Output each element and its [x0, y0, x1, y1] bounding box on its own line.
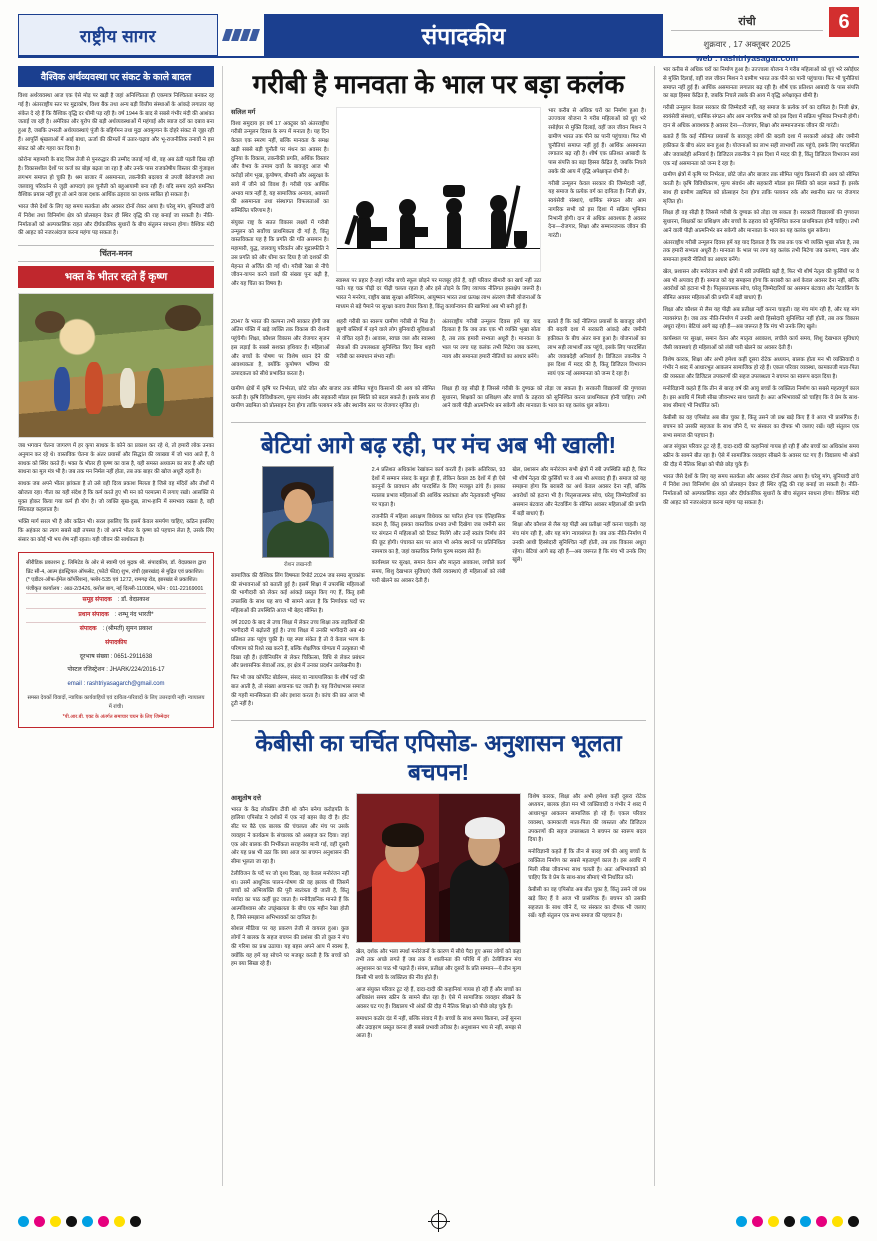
imprint-box: [18, 552, 214, 728]
second-story: [231, 429, 646, 712]
paragraph: 2047 के भारत की कल्पना तभी साकार होगी जब अंतिम पंक्ति में खड़े व्यक्ति तक विकास की रोशनी पहुंचेगी। शिक्षा, कौशल विकास और रोजगार सृजन इस लड़ाई के सबसे सशक्त हथियार हैं। महिलाओं और बच्चों के पोषण पर विशेष ध्यान देने की आवश्यकता है, क्योंकि कुपोषण भविष्य की उत्पादकता को सीधे प्रभावित करता है।: [231, 318, 330, 377]
imprint-registration: पोस्टल रजिस्ट्रेशन : JHARK/224/2016-17: [67, 667, 165, 674]
paragraph: समाधान कठोर दंड में नहीं, बल्कि संवाद में है। बच्चों के साथ समय बिताना, उन्हें सुनना और उदाहरण प्रस्तुत करना ही सबसे प्रभावी तरीका है। अनुशासन भय से नहीं, समझ से आता है।: [355, 1015, 522, 1040]
paragraph: विशेष कारक, शिक्षा और अभी हमेशा कहीं दूसरा रोटेक अध्ययन, बालक होता मन भी व्यक्तिवादी व गंभीर ने शब्द में आधारभूत आकलन सामाजिक हो रहे हैं। एकल परिवार व्यवस्था, कामकाजी माता-पिता की व्यस्तता और डिजिटल उपकरणों की सहज उपलब्धता ने बचपन का स्वरूप बदल दिया है।: [663, 356, 859, 380]
krishna-article-body: [18, 442, 214, 544]
imprint-name: : डॉ. वेदप्रकाश: [117, 597, 150, 604]
global-economy-headline: वैश्विक अर्थव्यवस्था पर संकट के काले बादल: [18, 66, 214, 87]
paragraph: आज संयुक्त परिवार टूट रहे हैं, दादा-दादी की कहानियां गायब हो रही हैं और बच्चों का अधिकांश समय स्क्रीन के सामने बीत रहा है। ऐसे में सामाजिक व्यवहार सीखने के अवसर घट गए हैं। विद्यालय भी अंकों की दौड़ में नैतिक शिक्षा को पीछे छोड़ चुके हैं।: [355, 986, 522, 1010]
paragraph: शिक्षा ही वह सीढ़ी है जिससे गरीबी के दुष्चक्र को तोड़ा जा सकता है। सरकारी विद्यालयों की गुणवत्ता सुधारना, शिक्षकों का प्रशिक्षण और बच्चों के ठहराव को सुनिश्चित करना प्राथमिकता होनी चाहिए। तभी आने वाली पीढ़ी आत्मनिर्भर बन सकेगी और मानवता के भाल का यह कलंक धुल सकेगा।: [442, 385, 646, 410]
edition-city: रांची: [671, 14, 823, 31]
lead-byline: सलिल मर्ग: [231, 108, 256, 116]
third-story: [231, 727, 646, 1044]
column-right: [663, 66, 859, 1186]
imprint-section-label: संपादकीय: [105, 639, 127, 646]
third-col-3: [528, 793, 646, 1045]
masthead-right: [663, 10, 859, 63]
imprint-prb-note: *पी.आर.बी. एक्ट के अंतर्गत समाचार चयन के लिए जिम्मेदार: [62, 713, 170, 720]
page-columns: [18, 66, 859, 1186]
third-byline: आशुतोष दत्ते: [231, 794, 261, 802]
paragraph: आज संयुक्त परिवार टूट रहे हैं, दादा-दादी की कहानियां गायब हो रही हैं और बच्चों का अधिकांश समय स्क्रीन के सामने बीत रहा है। ऐसे में सामाजिक व्यवहार सीखने के अवसर घट गए हैं। विद्यालय भी अंकों की दौड़ में नैतिक शिक्षा को पीछे छोड़ चुके हैं।: [663, 444, 859, 468]
paragraph: भारत जैसे देशों के लिए यह समय सतर्कता और अवसर दोनों लेकर आया है। घरेलू मांग, बुनियादी ढांचे में निवेश तथा विनिर्माण क्षेत्र को प्रोत्साहन देकर ही स्थिर वृद्धि की राह बनाई जा सकती है। नीति-निर्माताओं को अल्पकालिक राहत और दीर्घकालिक सुधारों के बीच संतुलन साधना होगा। वैश्विक मंदी की आहट को नजरअंदाज करना महंगा पड़ सकता है।: [663, 473, 859, 506]
imprint-line: सीरीडिक प्रकाशन ट्र. लिमिटेड के ओर से स्वामी एवं मुद्रक श्री. संपादकीय, डॉ. वेदप्रकाश द्वारा प्रिंट सी-4, आत्म इंडस्ट्रियल ऑफसेट, (फोटो फीड) शुभ, रांची (झारखंड) से मुद्रित एवं प्रकाशित।: [26, 560, 206, 575]
color-calibration-bar: [18, 1213, 859, 1229]
paragraph: खेल, दर्शक और भला स्पर्धा मनोरंजनों के कारण में सीधे पैदा हुए असर लोगों को कहा तभी तक अच्छे लगते हैं जब तक वे शालीनता की परिधि में हों। टेलीविजन मंच अनुशासन का पाठ भी पढ़ाते हैं। संयम, प्रतीक्षा और दूसरों के प्रति सम्मान—ये तीन मूल्य किसी भी बच्चे के व्यक्तित्व की नींव होते हैं।: [355, 948, 522, 981]
paragraph: फिर भी जब कॉर्पोरेट बोर्डरूम, संसद या न्यायपालिका के शीर्ष पदों की बात आती है, तो संख्या अचानक घट जाती है। यह विरोधाभास समाज की गहरी मानसिकता की ओर इशारा करता है। कांच की छत आज भी टूटी नहीं है।: [231, 675, 365, 708]
paragraph: शिक्षा और कौशल से लैस यह पीढ़ी अब प्रतीक्षा नहीं करना चाहती। वह मंच मांग रही है, और यह मांग न्यायसंगत है। जब तक नीति-निर्माण में उनकी आधी हिस्सेदारी सुनिश्चित नहीं होती, तब तक विकास अधूरा रहेगा। बेटियां आगे बढ़ रही हैं—अब जरूरत है कि मंच भी उनके लिए खुले।: [663, 306, 859, 331]
paragraph: बताते हैं कि कई नीतिगत प्रयासों के बावजूद लोगों की बदली दशा में सरकारी आंकड़े और जमीनी हकीकत के बीच अंतर बना हुआ है। योजनाओं का लाभ सही लाभार्थी तक पहुंचे, इसके लिए पारदर्शिता और जवाबदेही अनिवार्य है। डिजिटल तकनीक ने इस दिशा में मदद की है, किंतु डिजिटल विभाजन स्वयं एक नई असमानता को जन्म दे रहा है।: [663, 134, 859, 167]
paragraph: केबीसी का वह एपिसोड अब बीत चुका है, किंतु उसने जो प्रश्न खड़े किए हैं वे आज भी प्रासंगिक हैं। बचपन को उसकी सहजता के साथ जीने दें, पर संस्कार का दीपक भी जलाए रखें। यही संतुलन एक सभ्य समाज की पहचान है।: [528, 887, 646, 920]
column-divider: [222, 66, 223, 1186]
paragraph: सोशल मीडिया पर यह प्रकरण तेजी से वायरल हुआ। कुछ लोगों ने बालक के सहज बचपन की प्रशंसा की तो कुछ ने मंच की गरिमा का प्रश्न उठाया। यह बहस अपने आप में स्वस्थ है, क्योंकि यह हमें यह सोचने पर मजबूर करती है कि बच्चों को हम क्या सिखा रहे हैं।: [231, 926, 349, 968]
column-divider: [654, 66, 655, 1186]
paragraph: बताते हैं कि कई नीतिगत प्रयासों के बावजूद लोगों की बदली दशा में सरकारी आंकड़े और जमीनी हकीकत के बीच अंतर बना हुआ है। योजनाओं का लाभ सही लाभार्थी तक पहुंचे, इसके लिए पारदर्शिता और जवाबदेही अनिवार्य है। डिजिटल तकनीक ने इस दिशा में मदद की है, किंतु डिजिटल विभाजन स्वयं एक नई असमानता को जन्म दे रहा है।: [547, 318, 646, 377]
imprint-line: (* एडीटर-ऑफ-ईमेल कॉर्पोरेशन), फ्लोर-535 एवं 1272, रामगढ़ रोड, झारखंड से प्रकाशित।: [26, 577, 198, 584]
paragraph: राजनीति में महिला आरक्षण विधेयक का पारित होना एक ऐतिहासिक कदम है, किंतु इसका वास्तविक प्रभाव तभी दिखेगा जब जमीनी स्तर पर संगठन में महिलाओं को टिकट मिलेंगे और उन्हें स्वतंत्र निर्णय लेने की छूट होगी। पंचायत स्तर पर आज भी अनेक स्थानों पर प्रतिनिधित्व नाममात्र का है, जहां वास्तविक निर्णय पुरुष सदस्य लेते हैं।: [371, 513, 506, 555]
imprint-role: समूह संपादक: [82, 597, 112, 604]
right-column-text: [663, 66, 859, 508]
paragraph: संयुक्त राष्ट्र के सतत विकास लक्ष्यों में गरीबी उन्मूलन को सर्वोच्च प्राथमिकता दी गई है, किंतु वास्तविकता यह है कि प्रगति की गति असमान है। महामारी, युद्ध, जलवायु परिवर्तन और मुद्रास्फीति ने उस प्रगति को और धीमा कर दिया है जो दशकों की मेहनत से अर्जित की गई थी। गरीबी रेखा से नीचे जीवन-यापन करने वालों की संख्या पुनः बढ़ी है, और यह चिंता का विषय है।: [231, 219, 329, 287]
author-portrait: [262, 466, 334, 558]
paragraph: भारत के केंद्र लोकप्रिय टीवी शो कौन बनेगा करोड़पति के हालिया एपिसोड ने दर्शकों में एक नई बहस छेड़ दी है। हॉट सीट पर बैठे एक बालक की चंचलता और मंच पर उसके व्यवहार ने कार्यक्रम के संचालक को असहज कर दिया। जहां एक ओर बालक की निर्भीकता सराहनीय मानी गई, वहीं दूसरी ओर यह प्रश्न भी उठा कि क्या आज का बचपन अनुशासन की सीमा भूलता जा रहा है।: [231, 806, 349, 865]
paragraph: कार्यस्थल पर सुरक्षा, समान वेतन और मातृत्व अवकाश, लचीले कार्य समय, शिशु देखभाल सुविधाएं जैसी व्यवस्थाएं ही महिलाओं को लंबी पारी खेलने का अवसर देती हैं।: [663, 336, 859, 351]
paragraph: साधक जब अपने भीतर झांकता है तो उसे वही दिव्य प्रकाश मिलता है जिसे वह मंदिरों और तीर्थों में खोजता रहा। गीता का यही संदेश है कि कर्म करते हुए भी मन को परमात्मा में लगाए रखो। आसक्ति से मुक्त होकर किया गया कर्म ही योग है। जो व्यक्ति सुख-दुख, लाभ-हानि में समभाव रखता है, वही स्थितप्रज्ञ कहलाता है।: [18, 481, 214, 514]
paragraph: केबीसी का वह एपिसोड अब बीत चुका है, किंतु उसने जो प्रश्न खड़े किए हैं वे आज भी प्रासंगिक हैं। बचपन को उसकी सहजता के साथ जीने दें, पर संस्कार का दीपक भी जलाए रखें। यही संतुलन एक सभ्य समाज की पहचान है।: [663, 415, 859, 439]
paragraph: भारत जैसे देशों के लिए यह समय सतर्कता और अवसर दोनों लेकर आया है। घरेलू मांग, बुनियादी ढांचे में निवेश तथा विनिर्माण क्षेत्र को प्रोत्साहन देकर ही स्थिर वृद्धि की राह बनाई जा सकती है। नीति-निर्माताओं को अल्पकालिक राहत और दीर्घकालिक सुधारों के बीच संतुलन साधना होगा। वैश्विक मंदी की आहट को नजरअंदाज करना महंगा पड़ सकता है।: [18, 204, 214, 237]
paragraph: वर्ष 2020 के बाद से उच्च शिक्षा में लेकर उच्च शिक्षा तक लड़कियों की भागीदारी में बढ़ोतरी हुई है। उच्च शिक्षा में उनकी भागीदारी अब 49 प्रतिशत तक पहुंच चुकी है। यह स्पष्ट संकेत है तो वे केवल भरण के परिणाम को रिश्ते रख करने हैं, बल्कि शैक्षणिक योग्यता में उत्कृष्टता भी दिखा रही हैं। इंजीनियरिंग से लेकर चिकित्सा, विधि से लेकर प्रबंधन और प्रशासनिक सेवाओं तक, हर क्षेत्र में उनका प्रदर्शन उल्लेखनीय है।: [231, 619, 365, 670]
color-dots-right: [736, 1216, 859, 1227]
imprint-row: [26, 608, 206, 623]
imprint-email[interactable]: email : rashtriyasagarch@gmail.com: [67, 680, 165, 687]
paragraph: मनोविज्ञानी कहते हैं कि तीन से बारह वर्ष की आयु बच्चों के व्यक्तित्व निर्माण का सबसे महत्वपूर्ण काल है। इस अवधि में मिली सीख जीवनभर साथ चलती है। अतः अभिभावकों को चाहिए कि वे प्रेम के साथ-साथ सीमाएं भी निर्धारित करें।: [663, 385, 859, 410]
third-col-2: [356, 793, 521, 1045]
paragraph: अंतरराष्ट्रीय गरीबी उन्मूलन दिवस हमें यह याद दिलाता है कि जब तक एक भी व्यक्ति भूखा सोता है, तब तक हमारी सभ्यता अधूरी है। मानवता के भाल पर लगा यह कलंक तभी मिटेगा जब करुणा, न्याय और समानता हमारी नीतियों का आधार बनेंगे।: [663, 239, 859, 263]
paragraph: मनोविज्ञानी कहते हैं कि तीन से बारह वर्ष की आयु बच्चों के व्यक्तित्व निर्माण का सबसे महत्वपूर्ण काल है। इस अवधि में मिली सीख जीवनभर साथ चलती है। अतः अभिभावकों को चाहिए कि वे प्रेम के साथ-साथ सीमाएं भी निर्धारित करें।: [528, 849, 646, 882]
paragraph: ग्रामीण क्षेत्रों में कृषि पर निर्भरता, छोटे जोत और बाजार तक सीमित पहुंच किसानों की आय को सीमित करती है। कृषि विविधीकरण, मूल्य संवर्धन और सहकारी मॉडल इस स्थिति को बदल सकते हैं। इसके साथ ही ग्रामीण उद्यमिता को प्रोत्साहन देना होगा ताकि पलायन रुके और स्थानीय स्तर पर रोजगार सृजित हो।: [663, 172, 859, 205]
paragraph: गरीबी उन्मूलन केवल सरकार की जिम्मेदारी नहीं, यह समाज के प्रत्येक वर्ग का दायित्व है। निजी क्षेत्र, स्वयंसेवी संस्थाएं, धार्मिक संगठन और आम नागरिक सभी को इस दिशा में सक्रिय भूमिका निभानी होगी। दान से अधिक आवश्यक है अवसर देना—रोजगार, शिक्षा और सम्मानजनक जीवन की गारंटी।: [548, 180, 647, 239]
imprint-disclaimer: समस्त देयकों विवादों, न्यायिक कार्यवाहियों एवं दायित्व-परिवादों के लिए उत्तरदायी नहीं। न्यायालय में रांची।: [27, 695, 205, 710]
paragraph: टेलीविजन के पर्दे पर जो दृश्य दिखा, वह केवल मनोरंजन नहीं था। उसमें आधुनिक पालन-पोषण की वह झलक थी जिसमें बच्चों को अभिव्यक्ति की पूरी स्वतंत्रता दी जाती है, किंतु मर्यादा का पाठ कहीं छूट जाता है। मनोवैज्ञानिक मानते हैं कि आत्मविश्वास और उच्छृंखलता के बीच एक महीन रेखा होती है, जिसे समझाना अभिभावकों का दायित्व है।: [231, 870, 349, 921]
author-photo-caption: रोशन लखनवी: [283, 561, 312, 568]
lead-col-1: [231, 107, 329, 315]
lead-figure-wrap: [336, 107, 541, 315]
author-photo-wrap: [231, 466, 365, 568]
global-economy-article: [18, 92, 214, 238]
paragraph: कोरोना महामारी के बाद जिस तेजी से पुनरुद्धार की उम्मीद जताई गई थी, वह अब ठंडी पड़ती दिख रही है। विकासशील देशों पर कर्ज का बोझ बढ़ता जा रहा है और उनके पास राजकोषीय विस्तार की गुंजाइश लगभग समाप्त हो चुकी है। श्रम बाजार में असमानता, तकनीकी बदलाव से उपजी बेरोजगारी तथा जलवायु परिवर्तन से जुड़ी आपदाएं इस चुनौती को बहुआयामी बना रही हैं। यदि समय रहते समन्वित वैश्विक प्रयास नहीं हुए तो आने वाला दशक आर्थिक ठहराव का दशक साबित हो सकता है।: [18, 157, 214, 199]
imprint-role: प्रधान संपादक: [78, 611, 109, 618]
page-number: 6: [829, 7, 859, 37]
paragraph: भक्ति मार्ग सरल भी है और कठिन भी। सरल इसलिए कि इसमें केवल समर्पण चाहिए, कठिन इसलिए कि अहंकार का त्याग सबसे बड़ी तपस्या है। जो अपने भीतर के कृष्ण को पहचान लेता है, उसके लिए संसार का कोई भी भय शेष नहीं रहता। यही जीवन की सार्थकता है।: [18, 519, 214, 543]
paragraph: गरीबी उन्मूलन केवल सरकार की जिम्मेदारी नहीं, यह समाज के प्रत्येक वर्ग का दायित्व है। निजी क्षेत्र, स्वयंसेवी संस्थाएं, धार्मिक संगठन और आम नागरिक सभी को इस दिशा में सक्रिय भूमिका निभानी होगी। दान से अधिक आवश्यक है अवसर देना—रोजगार, शिक्षा और सम्मानजनक जीवन की गारंटी।: [663, 105, 859, 129]
paragraph: सामाजिक की वैश्विक लिंग विषमता रिपोर्ट 2024 जब समग्र सूचकांक की संभावनाओं को बताती हुई है। इसमें शिक्षा में उपलब्धि महिलाओं की भागीदारी को लेकर कई आंकड़े प्रस्तुत किए गए हैं, किंतु इसी उपलब्धि के साथ यह सच भी सामने आता है कि निर्णायक पदों पर महिलाओं की उपस्थिति आज भी बेहद सीमित है।: [231, 572, 365, 614]
third-headline: केबीसी का चर्चित एपिसोड- अनुशासन भूलता बचपन!: [255, 730, 622, 785]
paragraph: खेल, प्रशासन और मनोरंजन सभी क्षेत्रों में स्त्री उपस्थिति बढ़ी है, फिर भी शीर्ष नेतृत्व की कुर्सियों पर वे अब भी अपवाद ही हैं। समाज को यह समझना होगा कि बराबरी का अर्थ केवल अवसर देना नहीं, बल्कि अवरोधों को हटाना भी है। पितृसत्तात्मक सोच, घरेलू जिम्मेदारियों का असमान बंटवारा और नेटवर्किंग के सीमित अवसर महिलाओं की प्रगति में बड़ी बाधाएं हैं।: [663, 268, 859, 301]
krishna-article-headline: भक्त के भीतर रहते हैं कृष्ण: [18, 266, 214, 288]
imprint-name: : (श्रीमती) सुमन प्रकाश: [102, 626, 153, 633]
paragraph: विशेष कारक, शिक्षा और अभी हमेशा कहीं दूसरा रोटेक अध्ययन, बालक होता मन भी व्यक्तिवादी व गंभीर ने शब्द में आधारभूत आकलन सामाजिक हो रहे हैं। एकल परिवार व्यवस्था, कामकाजी माता-पिता की व्यस्तता और डिजिटल उपकरणों की सहज उपलब्धता ने बचपन का स्वरूप बदल दिया है।: [528, 793, 646, 844]
paragraph: विश्व अर्थव्यवस्था आज एक ऐसे मोड़ पर खड़ी है जहां अनिश्चितता ही एकमात्र निश्चितता बनकर रह गई है। अंतरराष्ट्रीय स्तर पर मुद्राकोष, विश्व बैंक तथा अन्य बड़ी वित्तीय संस्थाओं के आंकड़े लगातार यह संकेत दे रहे हैं कि वैश्विक वृद्धि दर धीमी पड़ रही है। वर्ष 1944 के बाद से सबसे गंभीर मंदी की आशंका जताई जा रही है। अमेरिका और यूरोप की बड़ी अर्थव्यवस्थाओं में महंगाई और ब्याज दरों का दबाव बना हुआ है, जबकि उभरती अर्थव्यवस्थाएं पूंजी के बहिर्गमन तथा मुद्रा अवमूल्यन के दोहरे संकट से जूझ रही हैं। आपूर्ति श्रृंखलाओं में आई बाधा, ऊर्जा की कीमतों में उतार-चढ़ाव और भू-राजनीतिक तनावों ने इस संकट को और गहरा कर दिया है।: [18, 93, 214, 152]
paragraph: विश्व समुदाय हर वर्ष 17 अक्टूबर को अंतरराष्ट्रीय गरीबी उन्मूलन दिवस के रूप में मनाता है। यह दिन केवल एक स्मरण नहीं, बल्कि मानवता के समक्ष खड़ी सबसे बड़ी चुनौती पर मंथन का अवसर है। दुनिया के विकास, तकनीकी प्रगति, अर्थिक विस्तार और वैभव के तमाम दावों के बावजूद आज भी करोड़ों लोग भूख, कुपोषण, बीमारी और असुरक्षा के साये में जीने को विवश हैं। गरीबी एक आर्थिक अभाव मात्र नहीं है, यह सामाजिक अन्याय, अवसरों की असमानता तथा संस्थागत विफलताओं का सम्मिलित परिणाम है।: [231, 120, 329, 214]
color-dots-left: [18, 1216, 141, 1227]
decorative-stripes: [218, 14, 264, 56]
imprint-role: संपादक: [79, 626, 97, 633]
poverty-silhouette-illustration: [336, 107, 541, 272]
paragraph: अंतरराष्ट्रीय गरीबी उन्मूलन दिवस हमें यह याद दिलाता है कि जब तक एक भी व्यक्ति भूखा सोता है, तब तक हमारी सभ्यता अधूरी है। मानवता के भाल पर लगा यह कलंक तभी मिटेगा जब करुणा, न्याय और समानता हमारी नीतियों का आधार बनेंगे।: [442, 318, 541, 360]
krishna-illustration: [18, 293, 214, 438]
lead-headline: गरीबी है मानवता के भाल पर बड़ा कलंक: [252, 69, 625, 99]
imprint-name: : शम्भू नंद भारती*: [114, 611, 154, 618]
website-url[interactable]: web : rashtriyasagar.com: [695, 53, 799, 63]
newspaper-logo: [18, 14, 218, 56]
paragraph: कार्यस्थल पर सुरक्षा, समान वेतन और मातृत्व अवकाश, लचीले कार्य समय, शिशु देखभाल सुविधाएं जैसी व्यवस्थाएं ही महिलाओं को लंबी पारी खेलने का अवसर देती हैं।: [371, 560, 506, 584]
registration-mark-icon: [431, 1213, 447, 1229]
lead-col-3: [548, 107, 646, 315]
lead-story: [231, 66, 646, 414]
imprint-phone: दूरभाष संख्या : 0651-2911638: [79, 653, 153, 660]
masthead: [18, 10, 859, 63]
column-center: [231, 66, 646, 1186]
kbc-episode-photo: [356, 793, 521, 943]
imprint-line: पंजीकृत कार्यालय : आठ-2/3426, करोल बाग, नई दिल्ली-110084, फोन : 011-22169001: [26, 585, 204, 592]
publication-date: शुक्रवार , 17 अक्तूबर 2025: [703, 39, 791, 49]
paragraph: भार करीब से अधिक घरों का निर्माण हुआ है। उज्ज्वला योजना ने गरीब महिलाओं को धुएं भरे रसोईघर से मुक्ति दिलाई, वहीं जल जीवन मिशन ने ग्रामीण भारत तक पीने का पानी पहुंचाया। फिर भी चुनौतियां समाप्त नहीं हुई हैं। आर्थिक असमानता लगातार बढ़ रही है। शीर्ष एक प्रतिशत आबादी के पास संपत्ति का बड़ा हिस्सा केंद्रित है, जबकि निचले तबके की आय में वृद्धि अपेक्षाकृत धीमी है।: [663, 67, 859, 100]
paragraph: 2.4 प्रतिशत अधिकांश रेखांकन कार्य करती हैं। इसके अतिरिक्त, 93 देशों में सम्मान संसद के बहुत ही हैं, लेकिन केवल 35 देशों में ही ऐसे कानूनों के प्रावधान और पारदर्शित के लिए मजबूत ढांचे हैं। इसका मतलब प्रभाव महिलाओं की आर्थिक स्वतंत्रता और नेतृत्वकारी भूमिका पर पड़ता है।: [371, 466, 506, 508]
section-title: संपादकीय: [264, 14, 663, 56]
chintan-manan-label: चिंतन-मनन: [18, 245, 214, 262]
paragraph: ग्रामीण क्षेत्रों में कृषि पर निर्भरता, छोटे जोत और बाजार तक सीमित पहुंच किसानों की आय को सीमित करती है। कृषि विविधीकरण, मूल्य संवर्धन और सहकारी मॉडल इस स्थिति को बदल सकते हैं। इसके साथ ही ग्रामीण उद्यमिता को प्रोत्साहन देना होगा ताकि पलायन रुके और स्थानीय स्तर पर रोजगार सृजित हो।: [231, 385, 435, 410]
second-headline: बेटियां आगे बढ़ रही, पर मंच अब भी खाली!: [260, 432, 617, 458]
third-col-1: [231, 793, 349, 1045]
paragraph: शहरी गरीबी का स्वरूप ग्रामीण गरीबी से भिन्न है। झुग्गी बस्तियों में रहने वाले लोग बुनियादी सुविधाओं से वंचित रहते हैं। आवास, स्वच्छ जल और स्वास्थ्य सेवाओं की उपलब्धता सुनिश्चित किए बिना शहरी गरीबी का समाधान संभव नहीं।: [336, 318, 435, 360]
imprint-row: [26, 593, 206, 608]
logo-text: राष्ट्रीय सागर: [79, 26, 157, 46]
paragraph: खेल, प्रशासन और मनोरंजन सभी क्षेत्रों में स्त्री उपस्थिति बढ़ी है, फिर भी शीर्ष नेतृत्व की कुर्सियों पर वे अब भी अपवाद ही हैं। समाज को यह समझना होगा कि बराबरी का अर्थ केवल अवसर देना नहीं, बल्कि अवरोधों को हटाना भी है। पितृसत्तात्मक सोच, घरेलू जिम्मेदारियों का असमान बंटवारा और नेटवर्किंग के सीमित अवसर महिलाओं की प्रगति में बड़ी बाधाएं हैं।: [512, 466, 647, 517]
paragraph: शिक्षा ही वह सीढ़ी है जिससे गरीबी के दुष्चक्र को तोड़ा जा सकता है। सरकारी विद्यालयों की गुणवत्ता सुधारना, शिक्षकों का प्रशिक्षण और बच्चों के ठहराव को सुनिश्चित करना प्राथमिकता होनी चाहिए। तभी आने वाली पीढ़ी आत्मनिर्भर बन सकेगी और मानवता के भाल का यह कलंक धुल सकेगा।: [663, 210, 859, 234]
second-col-1: [231, 466, 365, 712]
paragraph: शिक्षा और कौशल से लैस यह पीढ़ी अब प्रतीक्षा नहीं करना चाहती। वह मंच मांग रही है, और यह मांग न्यायसंगत है। जब तक नीति-निर्माण में उनकी आधी हिस्सेदारी सुनिश्चित नहीं होती, तब तक विकास अधूरा रहेगा। बेटियां आगे बढ़ रही हैं—अब जरूरत है कि मंच भी उनके लिए खुले।: [512, 522, 647, 564]
column-left: [18, 66, 214, 1186]
paragraph: भार करीब से अधिक घरों का निर्माण हुआ है। उज्ज्वला योजना ने गरीब महिलाओं को धुएं भरे रसोईघर से मुक्ति दिलाई, वहीं जल जीवन मिशन ने ग्रामीण भारत तक पीने का पानी पहुंचाया। फिर भी चुनौतियां समाप्त नहीं हुई हैं। आर्थिक असमानता लगातार बढ़ रही है। शीर्ष एक प्रतिशत आबादी के पास संपत्ति का बड़ा हिस्सा केंद्रित है, जबकि निचले तबके की आय में वृद्धि अपेक्षाकृत धीमी है।: [548, 107, 647, 175]
second-col-2: [372, 466, 506, 712]
second-col-3: [512, 466, 646, 712]
paragraph: स्वास्थ्य पर प्रहार है-जहां गरीब बच्चे स्कूल छोड़ने पर मजबूर होते हैं, वहीं परिवार बीमारी का खर्च नहीं उठा पाते। यह चक्र पीढ़ी दर पीढ़ी चलता रहता है और इसे तोड़ने के लिए व्यापक नीतिगत हस्तक्षेप जरूरी है। भारत ने मनरेगा, राष्ट्रीय खाद्य सुरक्षा अधिनियम, आयुष्मान भारत तथा प्रत्यक्ष लाभ अंतरण जैसी योजनाओं के माध्यम से बड़े पैमाने पर सुरक्षा कवच तैयार किया है, किंतु कार्यान्वयन की खामियां अब भी बनी हुई हैं।: [335, 277, 542, 310]
imprint-row: [26, 622, 206, 637]
paragraph: जब भगवान चेतना जागरण में हर कृपा साधक के कोने का प्रकाश कर रहे थे, तो हमारी लोक उनका अनुमान कर रहे थे। वास्तविक चेतना के अंतर प्रयासों और सिद्धांत की व्याख्या में जो भाव आते हैं, वे साधक को स्थिर करते हैं। भक्त के भीतर ही कृष्ण का वास है, यही समस्त अध्यात्म का सार है और यही साधना का मूल मंत्र भी है। जब तक मन निर्मल नहीं होता, तब तक बाहर की खोज अधूरी रहती है।: [18, 443, 214, 476]
